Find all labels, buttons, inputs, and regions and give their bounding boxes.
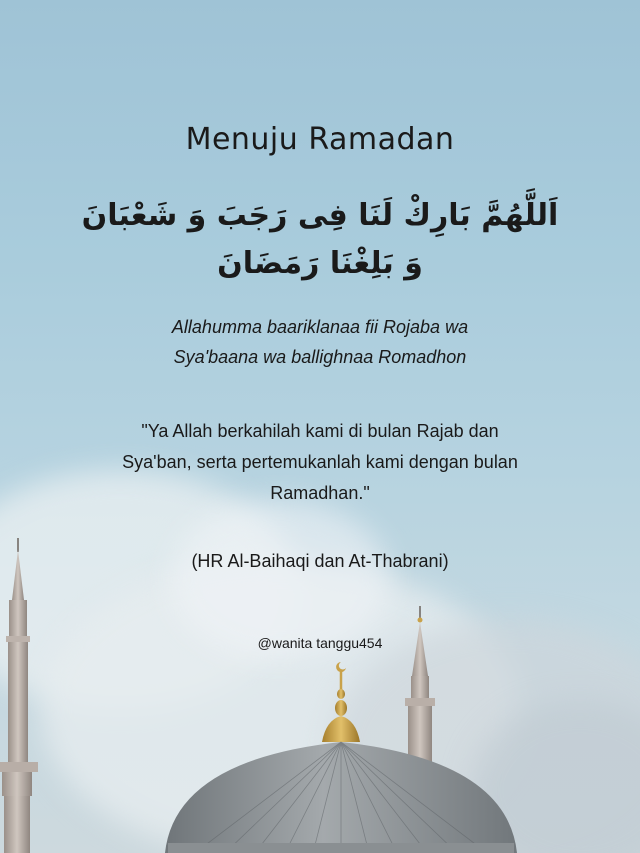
dome-finial [322, 662, 360, 742]
arabic-prayer [0, 192, 640, 288]
arabic-line: وَ بَلِغْنَا رَمَضَانَ [217, 246, 423, 281]
translation-line: Sya'ban, serta pertemukanlah kami dengan bulan [122, 452, 518, 472]
transliteration-line: Allahumma baariklanaa fii Rojaba wa [171, 317, 469, 337]
right-minaret [405, 606, 435, 766]
left-minaret [0, 538, 38, 853]
author-handle: @wanita tanggu454 [257, 635, 383, 651]
translation [0, 416, 640, 509]
transliteration-line: Sya'baana wa ballighnaa Romadhon [173, 347, 467, 367]
transliteration [0, 312, 640, 372]
mosque-dome [165, 742, 517, 853]
translation-line: "Ya Allah berkahilah kami di bulan Rajab dan [141, 421, 499, 441]
hadith-source: (HR Al-Baihaqi dan At-Thabrani) [191, 551, 449, 571]
arabic-line: اَللَّهُمَّ بَارِكْ لَنَا فِى رَجَبَ وَ شَعْبَانَ [81, 198, 559, 233]
translation-line: Ramadhan." [270, 483, 370, 503]
page-title: Menuju Ramadan [185, 122, 455, 157]
